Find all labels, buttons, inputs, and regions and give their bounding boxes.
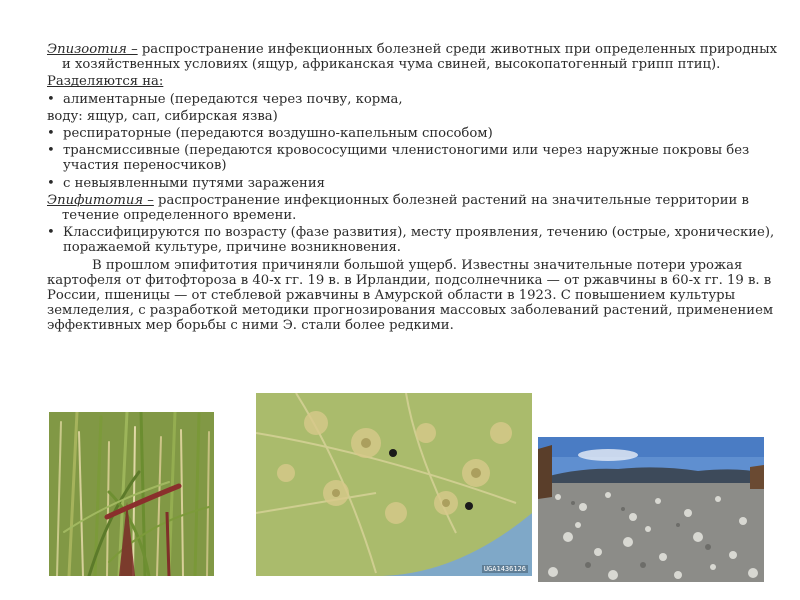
diseased-leaf-photo — [256, 393, 532, 576]
slide-text — [47, 42, 782, 334]
epifitotia-term: Эпифитотия – — [47, 192, 154, 208]
list-item-classification: • Классифицируются по возрасту (фазе развития), месту проявления, течению (острые, хронические), поражаемой культуре, причине возникновения. — [47, 225, 782, 255]
epifitotia-text: распространение инфекционных болезней растений на значительные территории в течение определенного времени. — [62, 192, 749, 224]
history-paragraph: В прошлом эпифитотия причиняли большой ущерб. Известны значительные потери урожая картофеля от фитофтороза в 40-х гг. 19 в. в Ирландии, подсолнечника — от ржавчины в 60-х гг. 19 в. в России, пшеницы — от стеблевой ржавчины в Амурской области в 1923. С повышением культуры земледелия, с разработкой методики прогнозирования массовых заболеваний растений, применением эффективных мер борьбы с ними Э. стали более редкими. — [47, 257, 774, 334]
list-item-respiratory: • респираторные (передаются воздушно-капельным способом) — [47, 126, 782, 141]
epizootia-term: Эпизоотия – — [47, 42, 138, 57]
list-item-alimentary-cont: воду: ящур, сап, сибирская язва) — [47, 108, 278, 124]
list-item-transmissive: • трансмиссивные (передаются кровососущими членистоногими или через наружные покровы без участия переносчиков) — [47, 143, 782, 173]
list-item-unknown: • с невыявленными путями заражения — [47, 176, 782, 191]
epizootia-definition — [47, 42, 782, 72]
epizootia-text: распространение инфекционных болезней среди животных при определенных природных и хозяйственных условиях (ящур, африканская чума свиней, высокопатогенный грипп птиц). — [62, 42, 778, 73]
photo-caption: UGA1436126 — [483, 565, 526, 573]
divided-label: Разделяются на: — [47, 74, 164, 90]
epifitotia-definition — [47, 193, 782, 223]
list-item-alimentary: • алиментарные (передаются через почву, корма, — [47, 92, 782, 107]
field-photo — [538, 437, 764, 582]
grass-photo — [49, 412, 214, 576]
